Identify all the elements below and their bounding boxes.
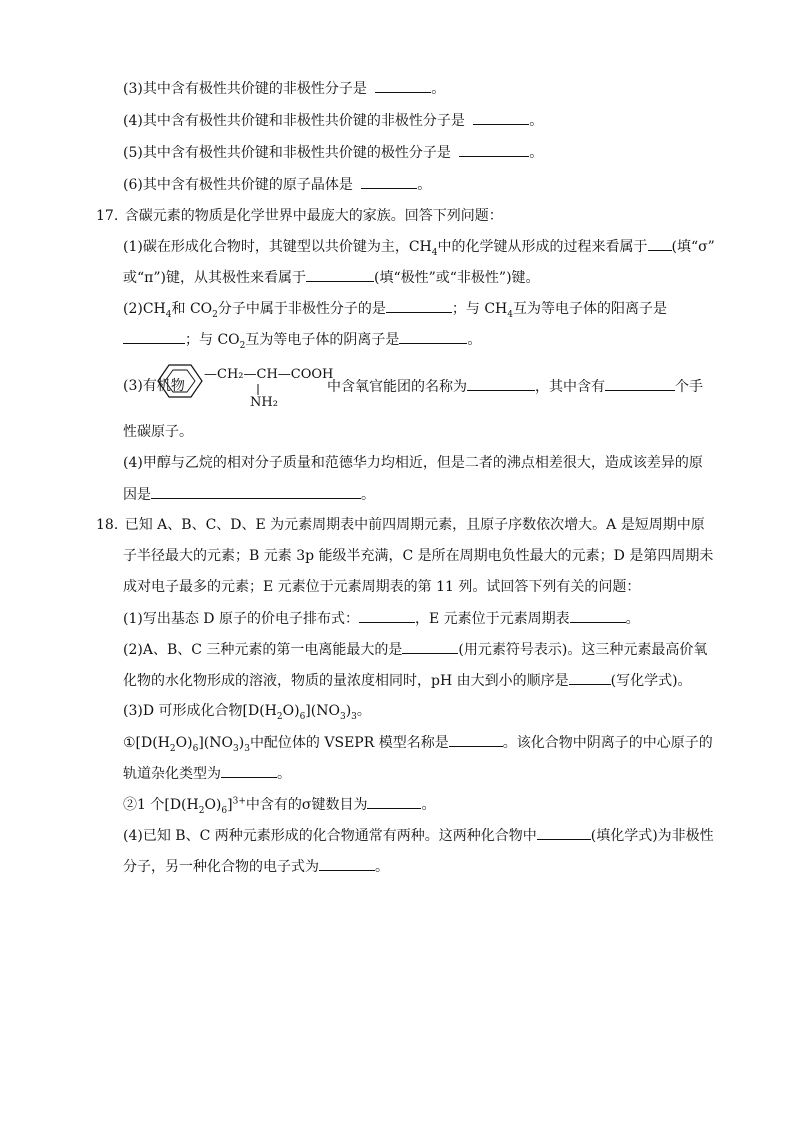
q16-part4-text: (4)其中含有极性共价键和非极性共价键的非极性分子是	[123, 113, 465, 129]
q17-part2-line1: $(2)CH_4$和 $CO_2$分子中属于非极性分子的是 ；与 $CH_4$互为等电子体的阳离子是	[123, 298, 667, 318]
answer-blank[interactable]	[459, 142, 529, 157]
q18-part3-sub1-line1: $①[D(H_2O)_6](NO_3)_3$中配位体的 VSEPR 模型名称是 。该化合物中阴离子的中心原子的	[123, 732, 713, 752]
answer-blank[interactable]	[402, 639, 458, 654]
q18-part3-sub2: ②1 个$[D(H_2O)_6]^{3+}$中含有的σ键数目为 。	[123, 794, 435, 814]
q17-part3-line1: 中含氧官能团的名称为 ，其中含有 个手	[327, 376, 703, 396]
answer-blank[interactable]	[473, 110, 529, 125]
q16-part6: (6)其中含有极性共价键的原子晶体是 。	[123, 174, 431, 194]
answer-blank[interactable]	[605, 376, 675, 391]
q17-stem	[96, 206, 503, 226]
q18-stem-line1: 18. 已知 A、B、C、D、E 为元素周期表中前四周期元素，且原子序数依次增大。A 是短周期中原	[96, 517, 705, 533]
answer-blank[interactable]	[359, 608, 415, 623]
answer-blank[interactable]	[375, 78, 431, 93]
q18-part1: (1)写出基态 D 原子的价电子排布式： ，E 元素位于元素周期表 。	[123, 608, 640, 628]
answer-blank[interactable]	[537, 825, 591, 840]
answer-blank[interactable]	[319, 856, 375, 871]
q16-part5: (5)其中含有极性共价键和非极性共价键的极性分子是 。	[123, 142, 543, 162]
q18-stem-line3: 成对电子最多的元素；E 元素位于元素周期表的第 11 列。试回答下列有关的问题：	[123, 579, 641, 595]
answer-blank[interactable]	[151, 484, 361, 499]
answer-blank[interactable]	[449, 732, 503, 747]
q16-part5-text: (5)其中含有极性共价键和非极性共价键的极性分子是	[123, 145, 451, 161]
answer-blank[interactable]	[648, 236, 672, 251]
q17-stem-text: 含碳元素的物质是化学世界中最庞大的家族。回答下列问题：	[124, 208, 503, 224]
q18-part4-line2: 分子，另一种化合物的电子式为 。	[123, 856, 389, 876]
q18-part3-sub1-line2: 轨道杂化类型为 。	[123, 763, 291, 783]
q17-part3-line2: 性碳原子。	[123, 424, 193, 440]
q17-part1-line2: 或“π”)键，从其极性来看属于 (填“极性”或“非极性”)键。	[123, 267, 540, 287]
answer-blank[interactable]	[399, 329, 467, 344]
q17-part4-line1: (4)甲醇与乙烷的相对分子质量和范德华力均相近，但是二者的沸点相差很大，造成该差异的原	[123, 455, 703, 471]
q18-part2-line1: (2)A、B、C 三种元素的第一电离能最大的是 (用元素符号表示)。这三种元素最高价氧	[123, 639, 707, 659]
q18-part3: (3)D 可形成化合物$[D(H_2O)_6](NO_3)_3$。	[123, 703, 371, 722]
answer-blank[interactable]	[361, 174, 417, 189]
molecule-chain: —CH₂—CH—COOH	[204, 367, 334, 382]
amino-group: NH₂	[250, 395, 278, 410]
q16-part3: (3)其中含有极性共价键的非极性分子是 。	[123, 78, 445, 98]
q17-part1-line1: (1)碳在形成化合物时，其键型以共价键为主，$CH_4$中的化学键从形成的过程来看属于 (填“σ”	[123, 236, 715, 256]
answer-blank[interactable]	[467, 376, 535, 391]
answer-blank[interactable]	[123, 329, 185, 344]
phenylalanine-structure	[154, 359, 334, 413]
q16-part4: (4)其中含有极性共价键和非极性共价键的非极性分子是 。	[123, 110, 543, 130]
q17-part4-line2: 因是 。	[123, 484, 375, 504]
q17-part2-line2: ；与 $CO_2$互为等电子体的阴离子是 。	[123, 329, 481, 349]
answer-blank[interactable]	[221, 763, 277, 778]
q18-part4-line1: (4)已知 B、C 两种元素形成的化合物通常有两种。这两种化合物中 (填化学式)为非极性	[123, 825, 714, 845]
answer-blank[interactable]	[306, 267, 374, 282]
answer-blank[interactable]	[569, 670, 611, 685]
q16-part3-text: (3)其中含有极性共价键的非极性分子是	[123, 81, 367, 97]
q17-part3-label: (3)有机物	[123, 378, 185, 394]
q18-stem-line2: 子半径最大的元素；B 元素 3p 能级半充满，C 是所在周期电负性最大的元素；D 是第四周期未	[123, 548, 714, 564]
q18-part2-line2: 化物的水化物形成的溶液，物质的量浓度相同时，pH 由大到小的顺序是 (写化学式)。	[123, 670, 692, 690]
question-number: 17.	[96, 208, 119, 224]
answer-blank[interactable]	[570, 608, 626, 623]
answer-blank[interactable]	[386, 298, 452, 313]
question-number: 18.	[96, 517, 119, 533]
q16-part6-text: (6)其中含有极性共价键的原子晶体是	[123, 177, 353, 193]
answer-blank[interactable]	[367, 794, 421, 809]
